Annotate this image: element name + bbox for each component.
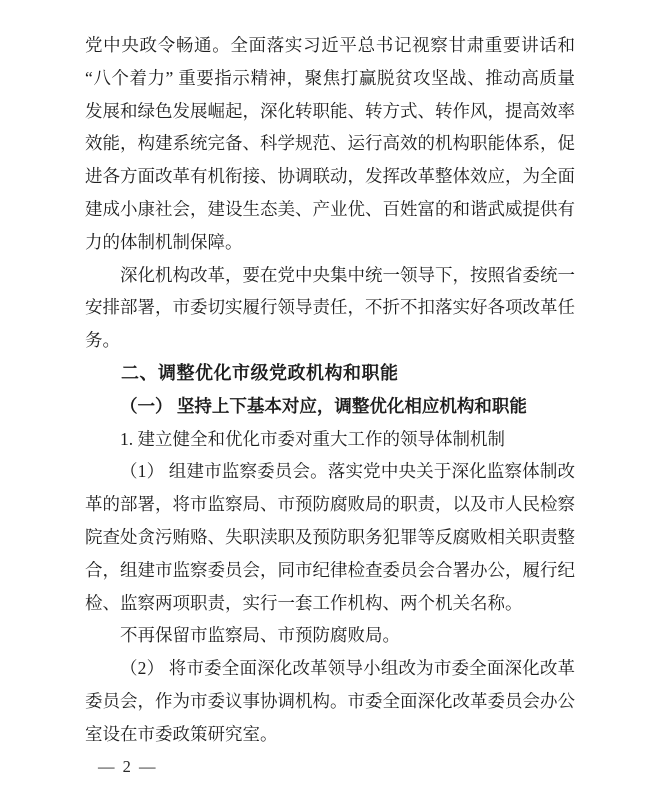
paragraph-deepen-reform: 深化机构改革，要在党中央集中统一领导下，按照省委统一安排部署，市委切实履行领导责任，不折不扣落实好各项改革任务。 — [85, 264, 575, 351]
numbered-item-1: 1. 建立健全和优化市委对重大工作的领导体制机制 — [120, 428, 505, 449]
page-number-footer: — 2 — — [98, 756, 158, 776]
section-heading: 二、调整优化市级党政机构和职能 — [121, 362, 399, 383]
numbered-item-1-1: （1） 组建市监察委员会。落实党中央关于深化监察体制改革的部署，将市监察局、市预防腐败局的职责，以及市人民检察院查处贪污贿赂、失职渎职及预防职务犯罪等反腐败相关职责整合，组建市监察委员会，同市纪律检查委员会合署办公，履行纪检、监察两项职责，实行一套工作机构、两个机关名称。 — [85, 461, 575, 613]
subsection-heading: （一） 坚持上下基本对应，调整优化相应机构和职能 — [120, 395, 527, 416]
numbered-item-1-2: （2） 将市委全面深化改革领导小组改为市委全面深化改革委员会，作为市委议事协调机构。市委全面深化改革委员会办公室设在市委政策研究室。 — [85, 658, 575, 744]
numbered-item-1-1-note: 不再保留市监察局、市预防腐败局。 — [120, 625, 400, 646]
paragraph-body-continuation: 党中央政令畅通。全面落实习近平总书记视察甘肃重要讲话和“八个着力” 重要指示精神，聚焦打赢脱贫攻坚战、推动高质量发展和绿色发展崛起，深化转职能、转方式、转作风，提高效率效能，构建系统完备、科学规范、运行高效的机构职能体系，促进各方面改革有机衔接、协调联动，发挥改革整体效应，为全面建成小康社会，建设生态美、产业优、百姓富的和谐武威提供有力的体制机制保障。 — [85, 35, 575, 252]
